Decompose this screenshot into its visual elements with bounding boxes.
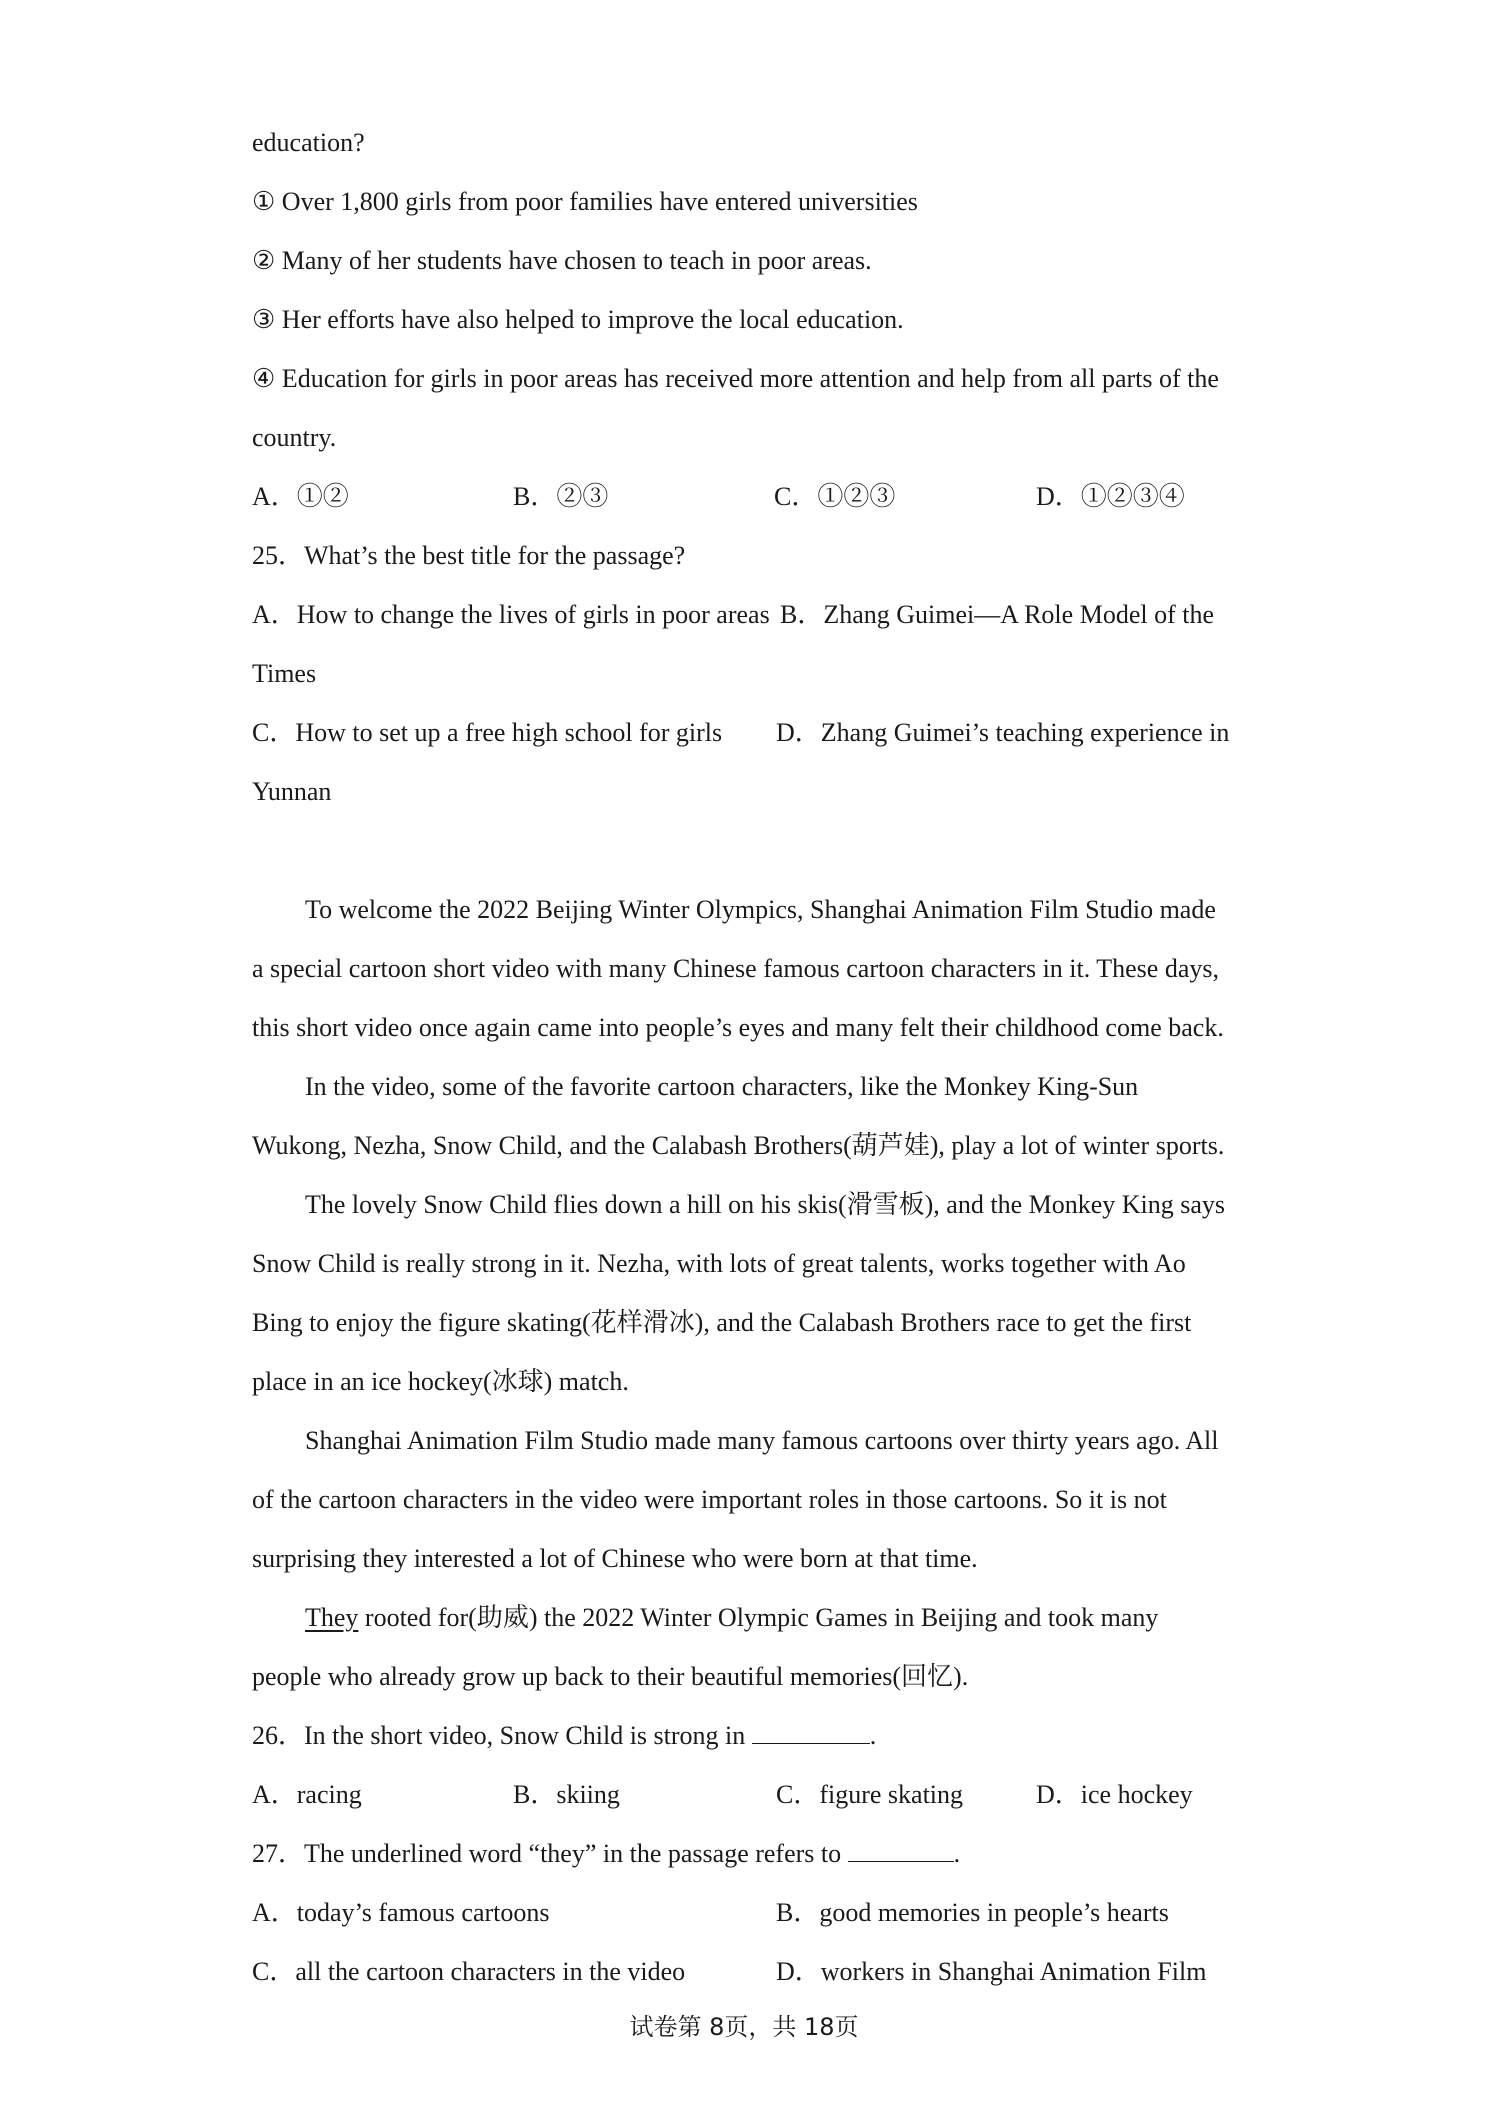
passage-line: of the cartoon characters in the video were important roles in those cartoons. So it is not — [252, 1485, 1167, 1514]
question-26-period: . — [869, 1721, 877, 1750]
passage-line — [305, 1603, 1158, 1633]
statement-2: ② Many of her students have chosen to teach in poor areas. — [252, 246, 872, 275]
q26-option-d: D．ice hockey — [1036, 1780, 1193, 1809]
passage-line: The lovely Snow Child flies down a hill on his skis(滑雪板), and the Monkey King says — [305, 1190, 1226, 1219]
question-27-period: . — [953, 1839, 961, 1868]
passage-line: In the video, some of the favorite cartoon characters, like the Monkey King-Sun — [305, 1072, 1139, 1101]
question-26-stem — [252, 1721, 876, 1751]
underlined-word-they: They — [305, 1603, 359, 1632]
page-footer: 试卷第 8页，共 18页 — [629, 2013, 859, 2041]
q24-option-c: C．①②③ — [774, 482, 896, 511]
q27-option-b: B．good memories in people’s hearts — [776, 1898, 1169, 1927]
q24-option-b: B．②③ — [513, 482, 609, 511]
question-24-stem-end: education? — [252, 128, 365, 157]
q25-option-d: D．Zhang Guimei’s teaching experience in — [776, 718, 1230, 747]
statement-4-continued: country. — [252, 423, 337, 452]
passage-line: Shanghai Animation Film Studio made many famous cartoons over thirty years ago. All — [305, 1426, 1219, 1455]
q25-option-b-continued: Times — [252, 659, 317, 688]
q26-option-b: B．skiing — [513, 1780, 620, 1809]
q24-option-a: A．①② — [252, 482, 349, 511]
passage-line: Bing to enjoy the figure skating(花样滑冰), and the Calabash Brothers race to get the first — [252, 1308, 1192, 1337]
q26-option-a: A．racing — [252, 1780, 362, 1809]
q27-option-c: C．all the cartoon characters in the video — [252, 1957, 686, 1986]
q27-option-a: A．today’s famous cartoons — [252, 1898, 550, 1927]
q25-option-b: B．Zhang Guimei—A Role Model of the — [780, 600, 1215, 629]
passage-text: rooted for(助威) the 2022 Winter Olympic Games in Beijing and took many — [358, 1603, 1159, 1632]
q25-option-d-continued: Yunnan — [252, 777, 332, 806]
question-27-stem — [252, 1839, 960, 1869]
statement-1: ① Over 1,800 girls from poor families have entered universities — [252, 187, 918, 216]
passage-line: surprising they interested a lot of Chinese who were born at that time. — [252, 1544, 978, 1573]
passage-line: a special cartoon short video with many Chinese famous cartoon characters in it. These days, — [252, 954, 1220, 983]
passage-line: Snow Child is really strong in it. Nezha, with lots of great talents, works together with Ao — [252, 1249, 1186, 1278]
passage-line: place in an ice hockey(冰球) match. — [252, 1367, 629, 1396]
question-25-stem: 25．What’s the best title for the passage? — [252, 541, 686, 570]
q27-option-d: D．workers in Shanghai Animation Film — [776, 1957, 1207, 1986]
question-27-text: 27．The underlined word “they” in the passage refers to — [252, 1839, 848, 1868]
passage-line: this short video once again came into people’s eyes and many felt their childhood come back. — [252, 1013, 1224, 1042]
q26-option-c: C．figure skating — [776, 1780, 964, 1809]
answer-blank — [848, 1839, 954, 1862]
passage-line: To welcome the 2022 Beijing Winter Olympics, Shanghai Animation Film Studio made — [305, 895, 1216, 924]
q25-option-c: C．How to set up a free high school for girls — [252, 718, 723, 747]
answer-blank — [752, 1721, 870, 1744]
passage-line: Wukong, Nezha, Snow Child, and the Calabash Brothers(葫芦娃), play a lot of winter sports. — [252, 1131, 1225, 1160]
q24-option-d: D．①②③④ — [1036, 482, 1185, 511]
q25-option-a: A．How to change the lives of girls in poor areas — [252, 600, 770, 629]
passage-line: people who already grow up back to their beautiful memories(回忆). — [252, 1662, 969, 1691]
statement-4: ④ Education for girls in poor areas has received more attention and help from all parts of the — [252, 364, 1219, 393]
statement-3: ③ Her efforts have also helped to improve the local education. — [252, 305, 904, 334]
question-26-text: 26．In the short video, Snow Child is strong in — [252, 1721, 752, 1750]
